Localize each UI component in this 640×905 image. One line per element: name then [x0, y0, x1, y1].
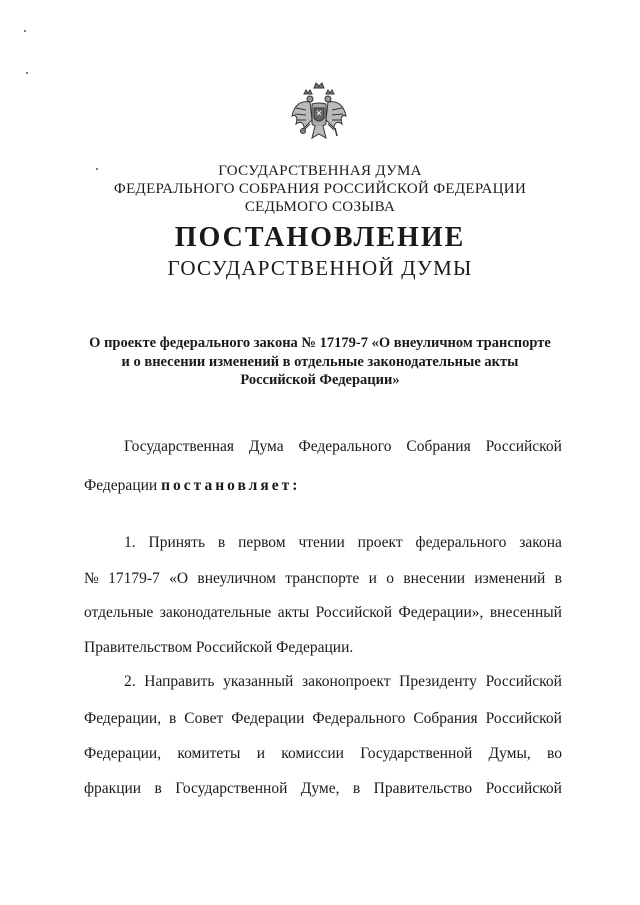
subject-line-3: Российской Федерации» [240, 372, 400, 388]
body-word: «О [169, 570, 189, 587]
body-word: закона [519, 534, 562, 551]
body-word: № [84, 570, 99, 587]
body-word: Российской [485, 710, 562, 727]
item-1-line-1 [84, 533, 562, 553]
org-name-line-1: ГОСУДАРСТВЕННАЯ ДУМА [218, 163, 422, 179]
preamble-word: Российской [485, 438, 562, 455]
body-word: Федерации», [398, 604, 484, 621]
item-2-line-4 [84, 779, 562, 799]
body-word: фракции [84, 780, 142, 797]
preamble-line-2 [84, 476, 562, 496]
body-word: Совет [184, 710, 224, 727]
body-word: Федерации, [84, 710, 162, 727]
preamble-word: Федерального [298, 438, 392, 455]
body-word: акты [277, 604, 310, 621]
body-word: и [368, 570, 377, 587]
body-word: транспорте [285, 570, 360, 587]
scan-speck [26, 72, 28, 74]
body-word: Президенту [399, 673, 477, 690]
body-word: комиссии [281, 745, 344, 762]
body-word: первом [238, 534, 286, 551]
body-word: законопроект [301, 673, 391, 690]
body-word: внесении [403, 570, 466, 587]
body-word: Федерального [312, 710, 406, 727]
body-word: законодательные [159, 604, 272, 621]
body-word: Собрания [413, 710, 478, 727]
body-word: Правительство [373, 780, 473, 797]
preamble-word: Государственная [124, 438, 235, 455]
body-word: федерального [415, 534, 507, 551]
body-word: 17179-7 [108, 570, 160, 587]
body-word: Российской [315, 604, 393, 621]
body-word: во [547, 745, 562, 762]
item-1-line-2 [84, 569, 562, 589]
body-word: проект [357, 534, 403, 551]
body-word: Направить [144, 673, 215, 690]
body-word: Российской [485, 780, 562, 797]
body-word: в [554, 570, 562, 587]
russian-coat-of-arms-icon [288, 80, 350, 150]
body-word: и [256, 745, 266, 762]
body-word: Государственной [360, 745, 473, 762]
body-word: Российской [485, 673, 562, 690]
body-word: Думе, [300, 780, 340, 797]
subject-line-2: и о внесении изменений в отдельные законодательные акты [121, 353, 519, 370]
body-word: Государственной [175, 780, 288, 797]
body-word: Федерации, [84, 745, 162, 762]
body-word: Принять [148, 534, 206, 551]
body-word: внесенный [489, 604, 562, 621]
document-type-title: ПОСТАНОВЛЕНИЕ [174, 222, 466, 253]
body-word: в [169, 710, 177, 727]
body-word: в [352, 780, 361, 797]
item-2-line-2 [84, 709, 562, 729]
item-2-line-3 [84, 744, 562, 764]
resolution-verb: постановляет: [161, 477, 301, 494]
body-word: в [217, 534, 226, 551]
body-word: 1. [124, 534, 136, 551]
org-name-line-3: СЕДЬМОГО СОЗЫВА [244, 199, 396, 215]
preamble-line-1 [84, 437, 562, 457]
body-word: Думы, [488, 745, 531, 762]
org-name-line-2: ФЕДЕРАЛЬНОГО СОБРАНИЯ РОССИЙСКОЙ ФЕДЕРАЦИИ [113, 181, 527, 197]
scan-speck [24, 30, 26, 32]
item-1-line-3 [84, 603, 562, 623]
body-word: отдельные [84, 604, 154, 621]
body-word: в [154, 780, 162, 797]
body-word: 2. [124, 673, 136, 690]
body-word: Федерации [231, 710, 305, 727]
body-word: чтении [298, 534, 345, 551]
body-word: изменений [474, 570, 546, 587]
preamble-word: Собрания [406, 438, 471, 455]
item-2-line-1 [84, 672, 562, 692]
body-word: о [386, 570, 395, 587]
body-word: внеуличном [197, 570, 276, 587]
item-1-line-4: Правительством Российской Федерации. [84, 639, 354, 656]
preamble-word: Дума [248, 438, 284, 455]
document-issuer-title: ГОСУДАРСТВЕННОЙ ДУМЫ [167, 256, 473, 280]
body-word: указанный [223, 673, 294, 690]
body-word: комитеты [177, 745, 241, 762]
preamble-word: Федерации [84, 477, 158, 494]
subject-line-1: О проекте федерального закона № 17179-7 «О внеуличном транспорте [89, 335, 551, 351]
document-subject [70, 334, 570, 390]
